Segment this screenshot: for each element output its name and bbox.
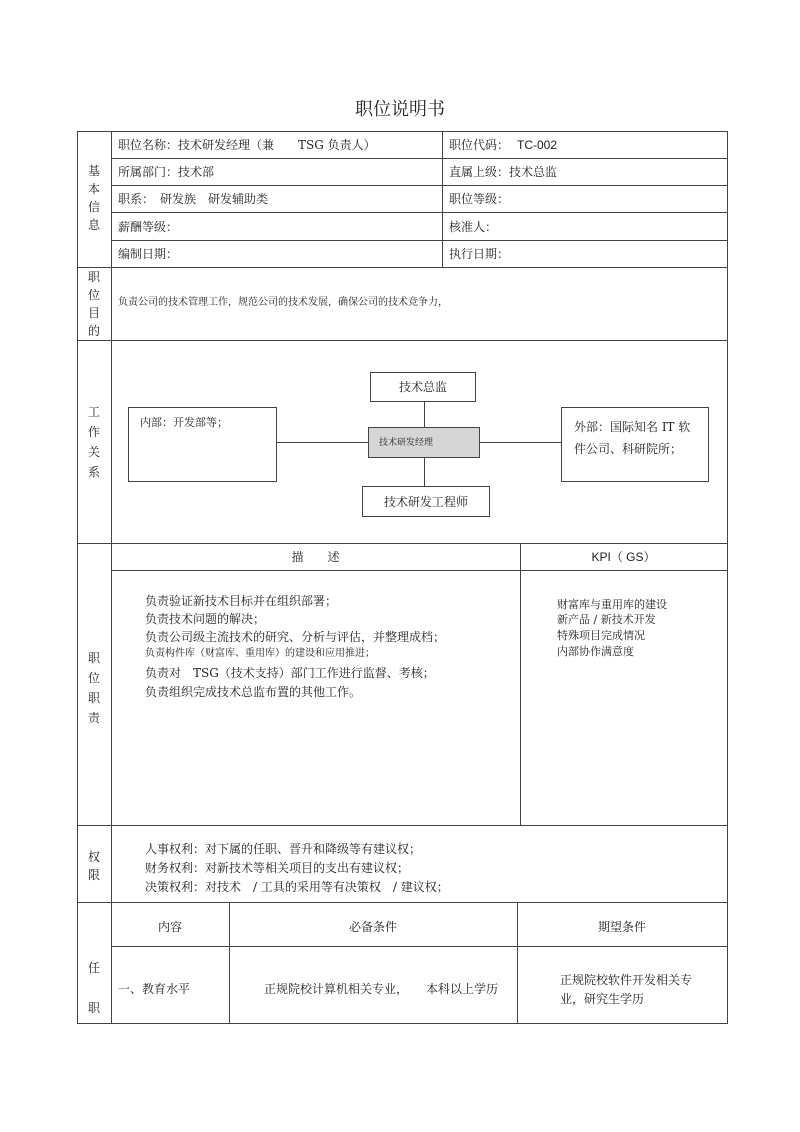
- org-box-internal: [128, 407, 277, 482]
- table-border: [77, 131, 727, 132]
- kpi-item: 内部协作满意度: [557, 645, 634, 658]
- duty-item: 负责构件库（财富库、重用库）的建设和应用推进；: [145, 648, 375, 659]
- duty-item: 负责技术问题的解决；: [145, 612, 266, 626]
- page-title: 职位说明书: [355, 99, 445, 120]
- req-col-required: 必备条件: [348, 920, 397, 934]
- approver: 核准人：: [449, 220, 498, 234]
- section-label-text: 任 职: [87, 961, 100, 1015]
- job-family: 职系： 研发族 研发辅助类: [118, 192, 269, 206]
- org-box-center: [368, 427, 480, 458]
- section-label-duties: [86, 648, 102, 728]
- salary-level: 薪酬等级：: [118, 220, 179, 234]
- section-label-text: 基 本 信 息: [87, 164, 100, 232]
- org-box-label: 技术总监: [398, 380, 447, 394]
- section-label-authority: [86, 848, 102, 884]
- table-border: [727, 131, 728, 1024]
- table-border: [520, 543, 521, 826]
- department: 所属部门：技术部: [118, 165, 215, 179]
- table-border: [111, 185, 727, 186]
- position-level: 职位等级：: [449, 192, 510, 206]
- effective-date: 执行日期：: [449, 247, 510, 261]
- table-border: [111, 158, 727, 159]
- kpi-item: 财富库与重用库的建设: [557, 598, 667, 611]
- req-col-expected: 期望条件: [597, 920, 646, 934]
- table-border: [111, 212, 727, 213]
- position-name: 职位名称：技术研发经理（兼 TSG 负责人）: [118, 138, 376, 152]
- table-border: [77, 543, 727, 544]
- table-border: [111, 131, 112, 1024]
- kpi-item: 特殊项目完成情况: [557, 629, 645, 642]
- duty-item: 负责公司级主流技术的研究、分析与评估，并整理成档；: [145, 630, 446, 644]
- table-border: [77, 825, 727, 826]
- section-label-basic: [86, 162, 102, 234]
- authority-item: 财务权利：对新技术等相关项目的支出有建议权；: [145, 861, 410, 875]
- req-col-content: 内容: [157, 920, 182, 934]
- org-box-label: 外部：国际知名 IT 软: [574, 420, 691, 434]
- duty-item: 负责验证新技术目标并在组织部署；: [145, 594, 338, 608]
- req-row-label: 一、教育水平: [118, 982, 191, 996]
- table-border: [77, 1023, 727, 1024]
- section-label-text: 工 作 关 系: [87, 405, 100, 479]
- purpose-text: 负责公司的技术管理工作，规范公司的技术发展，确保公司的技术竞争力，: [118, 297, 448, 308]
- req-row-required: 正规院校计算机相关专业， 本科以上学历: [264, 982, 499, 996]
- position-code-label: 职位代码：: [449, 138, 510, 152]
- section-label-purpose: [86, 268, 102, 340]
- table-border: [77, 902, 727, 903]
- authority-item: 决策权利：对技术 / 工具的采用等有决策权 / 建议权；: [145, 880, 449, 894]
- section-label-text: 权 限: [87, 850, 100, 882]
- duties-header-kpi: KPI（ GS）: [591, 550, 656, 564]
- authority-item: 人事权利：对下属的任职、晋升和降级等有建议权；: [145, 842, 422, 856]
- position-code: TC-002: [517, 138, 558, 152]
- section-label-relations: [86, 402, 102, 482]
- section-label-text: 职 位 职 责: [87, 651, 100, 725]
- org-box-label: 技术研发工程师: [383, 495, 468, 509]
- req-row-expected: 业，研究生学历: [560, 992, 645, 1006]
- section-label-requirements: [86, 948, 102, 1028]
- kpi-item: 新产品 / 新技术开发: [557, 613, 656, 626]
- duties-header-desc: 描 述: [291, 550, 340, 564]
- prepared-date: 编制日期：: [118, 247, 179, 261]
- supervisor: 直属上级：技术总监: [449, 165, 558, 179]
- req-row-expected: 正规院校软件开发相关专: [560, 973, 693, 987]
- duty-item: 负责对 TSG（技术支持）部门工作进行监督、考核；: [145, 666, 435, 680]
- org-box-label: 内部：开发部等；: [140, 416, 228, 429]
- table-border: [77, 131, 78, 1024]
- table-border: [442, 131, 443, 268]
- table-border: [111, 570, 727, 571]
- org-box-top: [370, 372, 476, 402]
- table-border: [111, 240, 727, 241]
- table-border: [77, 267, 727, 268]
- org-box-label: 技术研发经理: [379, 438, 434, 448]
- table-border: [77, 340, 727, 341]
- duty-item: 负责组织完成技术总监布置的其他工作。: [145, 685, 362, 699]
- org-box-bottom: [362, 486, 490, 517]
- org-box-external: [561, 407, 709, 482]
- section-label-text: 职 位 目 的: [87, 270, 100, 338]
- table-border: [111, 946, 727, 947]
- org-box-label: 件公司、科研院所；: [574, 442, 683, 456]
